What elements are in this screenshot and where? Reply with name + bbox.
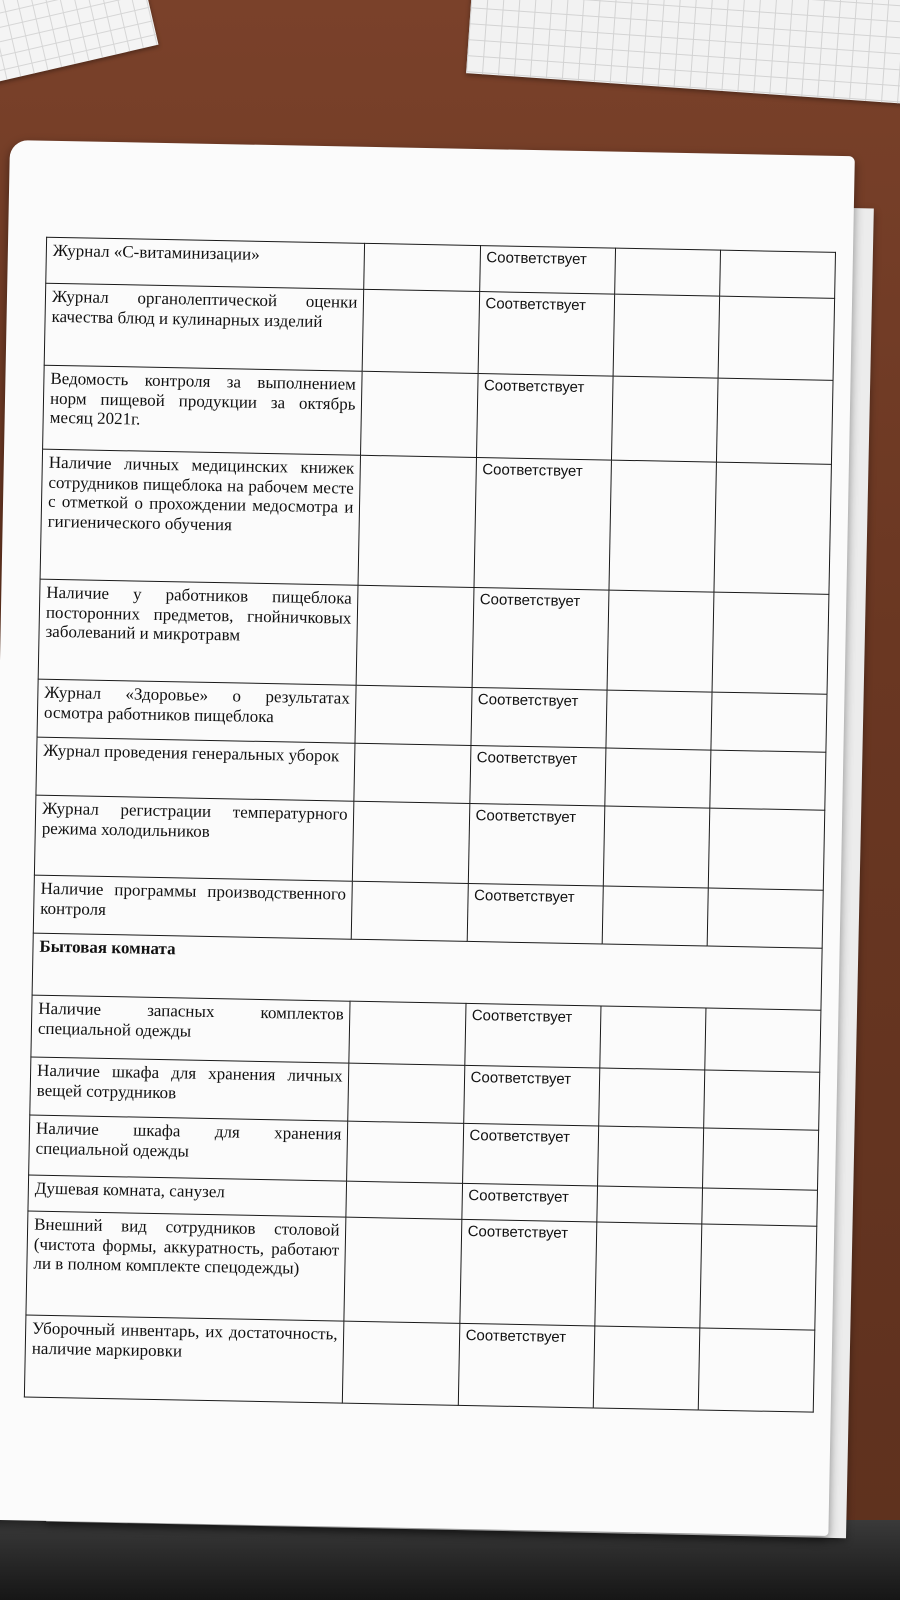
row-item: Журнал проведения генеральных уборок [36, 737, 356, 801]
row-status: Соответствует [464, 1003, 601, 1068]
empty-cell [712, 592, 829, 694]
empty-cell [602, 886, 708, 946]
row-status: Соответствует [467, 883, 604, 944]
empty-cell [708, 808, 825, 890]
row-item: Журнал органолептической оценки качества блюд и кулинарных изделий [44, 283, 364, 371]
empty-cell [612, 376, 718, 462]
row-item: Наличие личных медицинских книжек сотрудников пищеблока на рабочем месте с отметкой о прохождении медосмотра и гигиенического обучения [40, 449, 361, 585]
row-item: Душевая комната, санузел [28, 1175, 347, 1217]
row-status: Соответствует [474, 458, 612, 591]
empty-cell [605, 748, 711, 808]
empty-cell [711, 692, 827, 752]
table-row [40, 449, 831, 594]
row-item: Наличие шкафа для хранения личных вещей сотрудников [30, 1057, 350, 1121]
empty-cell [344, 1217, 461, 1323]
row-status: Соответствует [458, 1323, 595, 1408]
row-status: Соответствует [469, 745, 606, 806]
empty-cell [700, 1224, 817, 1330]
table-row [24, 1315, 814, 1412]
row-status: Соответствует [479, 246, 615, 295]
empty-cell [702, 1128, 818, 1190]
empty-cell [705, 1008, 821, 1072]
row-status: Соответствует [461, 1183, 597, 1222]
table-row [38, 579, 829, 694]
table-row [44, 283, 834, 380]
empty-cell [714, 462, 832, 594]
row-status: Соответствует [478, 292, 615, 377]
empty-cell [609, 460, 716, 592]
empty-cell [599, 1068, 705, 1128]
empty-cell [347, 1121, 463, 1183]
row-status: Соответствует [472, 587, 610, 690]
empty-cell [718, 296, 835, 380]
empty-cell [606, 690, 712, 750]
table-row [34, 795, 824, 890]
row-status: Соответствует [462, 1123, 599, 1186]
empty-cell [698, 1328, 815, 1412]
empty-cell [720, 250, 836, 298]
row-item: Журнал «Здоровье» о результатах осмотра работников пищеблока [37, 679, 357, 743]
row-status: Соответствует [468, 803, 605, 886]
row-item: Наличие шкафа для хранения специальной одежды [29, 1115, 349, 1181]
empty-cell [615, 248, 721, 296]
row-item: Журнал «С-витаминизации» [46, 237, 365, 289]
row-status: Соответствует [463, 1065, 600, 1126]
row-item: Наличие программы производственного контроля [33, 875, 353, 939]
empty-cell [597, 1186, 702, 1224]
empty-cell [600, 1006, 706, 1070]
empty-cell [707, 888, 823, 948]
empty-cell [353, 801, 470, 883]
empty-cell [355, 685, 471, 745]
document-page [0, 140, 855, 1536]
section-title: Бытовая комната [32, 933, 822, 1010]
row-item: Ведомость контроля за выполнением норм пищевой продукции за октябрь месяц 2021г. [43, 365, 363, 455]
empty-cell [358, 455, 476, 587]
empty-cell [702, 1188, 818, 1226]
empty-cell [343, 1321, 460, 1405]
empty-cell [603, 806, 709, 888]
empty-cell [348, 1063, 464, 1123]
row-status: Соответствует [476, 374, 613, 461]
empty-cell [346, 1181, 462, 1219]
empty-cell [354, 743, 470, 803]
table-row [43, 365, 833, 464]
row-item: Наличие запасных комплектов специальной одежды [31, 995, 351, 1063]
empty-cell [593, 1326, 699, 1410]
row-status: Соответствует [470, 687, 607, 748]
empty-cell [716, 378, 833, 464]
row-status: Соответствует [459, 1219, 597, 1326]
table-row [26, 1211, 817, 1330]
row-item: Журнал регистрации температурного режима холодильников [34, 795, 354, 881]
empty-cell [704, 1070, 820, 1130]
empty-cell [598, 1126, 704, 1188]
empty-cell [361, 371, 478, 457]
empty-cell [349, 1001, 465, 1065]
row-item: Внешний вид сотрудников столовой (чистота формы, аккуратность, работают ли в полном комплекте спецодежды) [26, 1211, 346, 1321]
empty-cell [595, 1222, 702, 1328]
empty-cell [613, 294, 719, 378]
inspection-table [24, 237, 836, 1413]
row-item: Уборочный инвентарь, их достаточность, наличие маркировки [24, 1315, 344, 1403]
row-item: Наличие у работников пищеблока посторонних предметов, гнойничковых заболеваний и микротравм [38, 579, 358, 685]
empty-cell [363, 289, 480, 373]
empty-cell [352, 881, 468, 941]
empty-cell [607, 590, 714, 692]
empty-cell [357, 585, 474, 687]
empty-cell [710, 750, 826, 810]
empty-cell [364, 243, 480, 291]
inspection-table-body [24, 237, 835, 1412]
